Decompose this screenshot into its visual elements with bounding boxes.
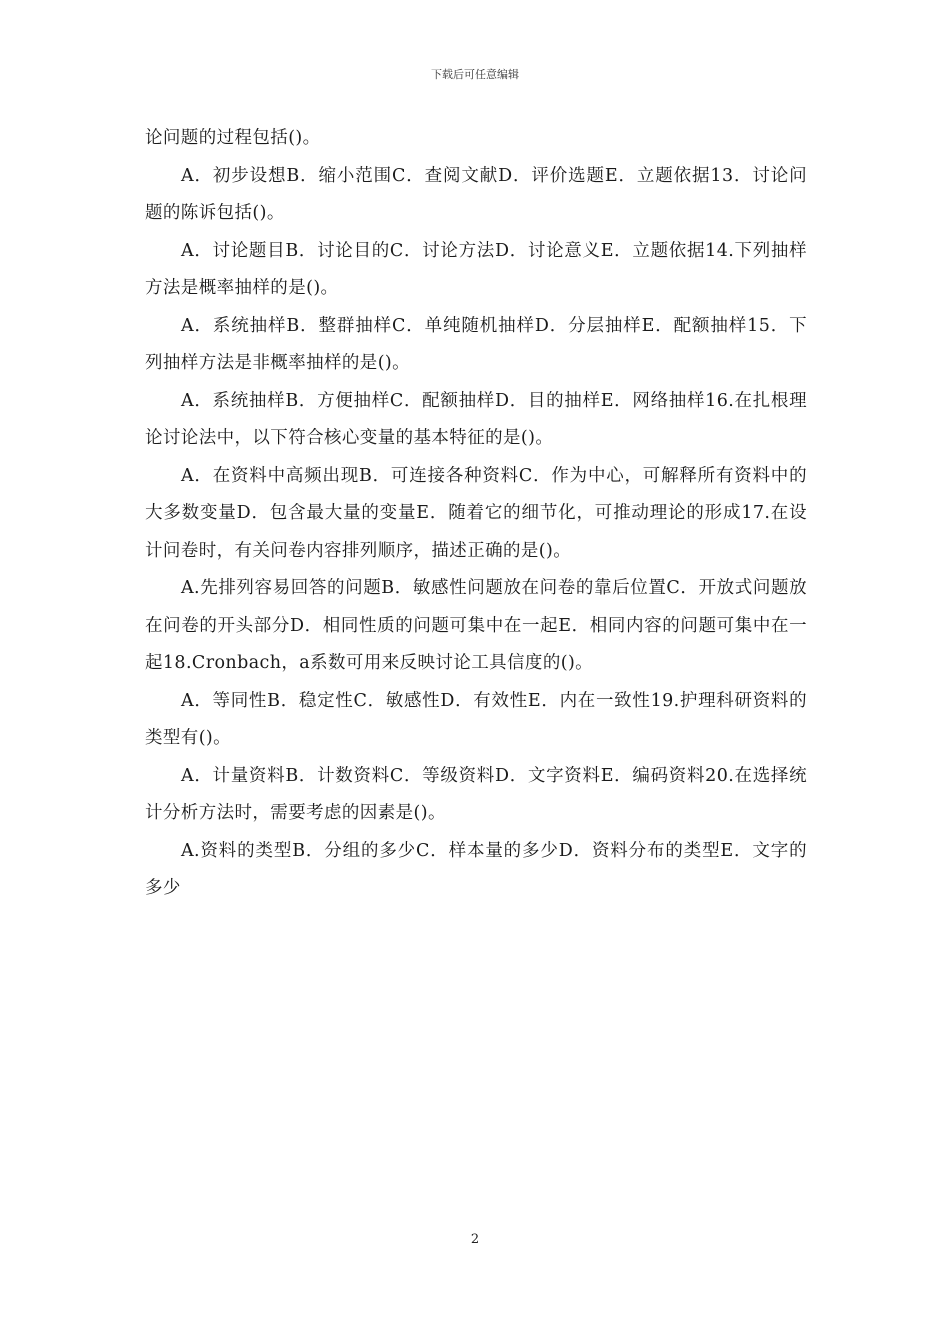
question-options: A．系统抽样B．方便抽样C．配额抽样D．目的抽样E．网络抽样16.在扎根理论讨论法中，以下符合核心变量的基本特征的是()。	[145, 390, 807, 448]
page-header: 下载后可任意编辑	[431, 68, 519, 81]
question-options: A．讨论题目B．讨论目的C．讨论方法D．讨论意义E．立题依据14.下列抽样方法是概率抽样的是()。	[145, 240, 807, 298]
question-options: A.资料的类型B．分组的多少C．样本量的多少D．资料分布的类型E．文字的多少	[145, 840, 807, 898]
question-options: A．计量资料B．计数资料C．等级资料D．文字资料E．编码资料20.在选择统计分析方法时，需要考虑的因素是()。	[145, 765, 807, 823]
question-options: A.先排列容易回答的问题B．敏感性问题放在问卷的靠后位置C．开放式问题放在问卷的开头部分D．相同性质的问题可集中在一起E．相同内容的问题可集中在一起18.Cronbach，a系数可用来反映讨论工具信度的()。	[145, 578, 807, 673]
question-options: A．在资料中高频出现B．可连接各种资料C．作为中心，可解释所有资料中的大多数变量D．包含最大量的变量E．随着它的细节化，可推动理论的形成17.在设计问卷时，有关问卷内容排列顺序，描述正确的是()。	[145, 465, 807, 561]
question-content	[145, 120, 807, 908]
question-options: A．系统抽样B．整群抽样C．单纯随机抽样D．分层抽样E．配额抽样15．下列抽样方法是非概率抽样的是()。	[145, 315, 807, 373]
page-number: 2	[470, 1232, 480, 1247]
paragraph-continuation: 论问题的过程包括()。	[145, 128, 321, 148]
question-options: A．等同性B．稳定性C．敏感性D．有效性E．内在一致性19.护理科研资料的类型有()。	[145, 690, 807, 748]
question-options: A．初步设想B．缩小范围C．查阅文献D．评价选题E．立题依据13．讨论问题的陈诉包括()。	[145, 165, 807, 223]
